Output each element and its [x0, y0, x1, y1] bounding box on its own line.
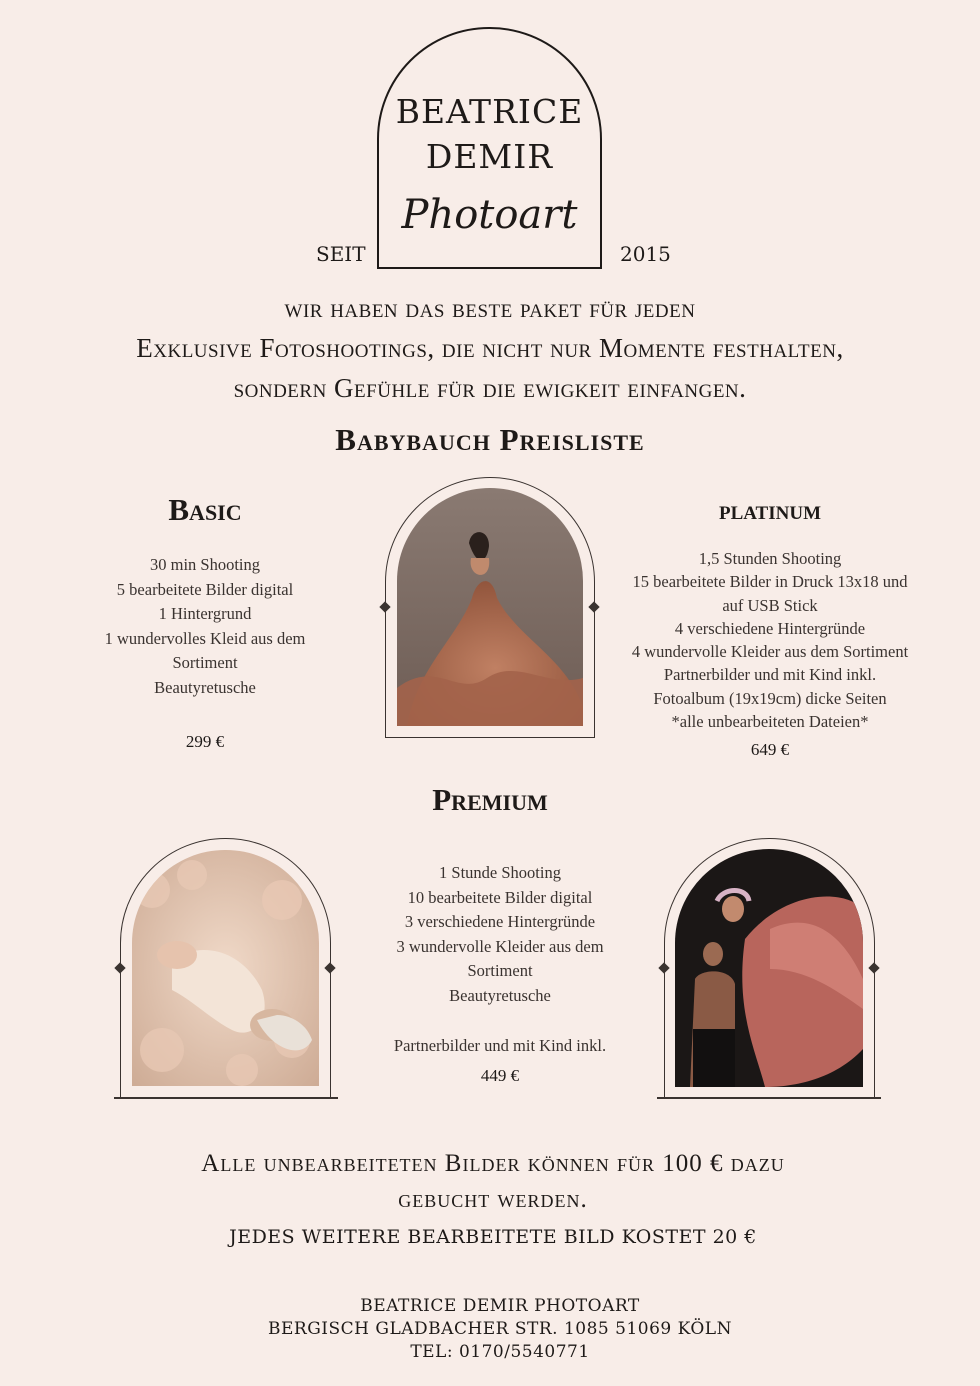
platinum-feature-item: 15 bearbeitete Bilder in Druck 13x18 und: [632, 572, 908, 592]
contact-address: BERGISCH GLADBACHER STR. 1085 51069 KÖLN: [268, 1319, 732, 1339]
basic-features: [60, 553, 350, 700]
platinum-feature-item: *alle unbearbeiteten Dateien*: [671, 712, 869, 732]
premium-extra: Partnerbilder und mit Kind inkl.: [393, 1036, 607, 1055]
divider-line: [657, 1097, 881, 1099]
maternity-photo-couple: [675, 849, 863, 1087]
page-title: Babybauch Preisliste: [335, 422, 645, 457]
platinum-features: [612, 547, 928, 733]
premium-feature-item: 1 Stunde Shooting: [439, 863, 561, 882]
logo-script: Photoart: [401, 192, 578, 238]
extras-note: [0, 1146, 980, 1218]
premium-feature-item: Beautyretusche: [449, 985, 551, 1005]
divider-line: [114, 1097, 338, 1099]
contact-name: BEATRICE DEMIR PHOTOART: [360, 1296, 640, 1316]
basic-feature-item: 1 wundervolles Kleid aus dem: [104, 628, 306, 648]
intro-text: [0, 288, 980, 408]
basic-feature-item: Beautyretusche: [154, 677, 256, 697]
logo-seit: SEIT: [316, 242, 366, 266]
extras-line-2: gebucht werden.: [398, 1186, 588, 1213]
basic-feature-item: 30 min Shooting: [149, 555, 260, 574]
basic-feature-item: 5 bearbeitete Bilder digital: [116, 579, 294, 599]
contact-block: [0, 1295, 980, 1364]
contact-phone: TEL: 0170/5540771: [410, 1342, 590, 1362]
platinum-feature-item: 4 wundervolle Kleider aus dem Sortiment: [631, 642, 909, 662]
platinum-feature-item: 1,5 Stunden Shooting: [698, 549, 842, 568]
extras-line-1: Alle unbearbeiteten Bilder können für 100 € dazu: [201, 1150, 785, 1177]
platinum-feature-item: Fotoalbum (19x19cm) dicke Seiten: [653, 688, 887, 708]
extras-line-3: JEDES WEITERE BEARBEITETE BILD KOSTET 20 €: [229, 1226, 757, 1248]
logo-name-first: BEATRICE: [395, 92, 584, 131]
basic-feature-item: Sortiment: [172, 653, 238, 672]
intro-line-1: wir haben das beste paket für jeden: [284, 293, 696, 323]
logo-name-last: DEMIR: [425, 137, 554, 176]
platinum-title: platinum: [718, 495, 822, 525]
premium-feature-item: Sortiment: [467, 961, 533, 980]
premium-feature-item: 3 verschiedene Hintergründe: [404, 912, 596, 931]
premium-feature-item: 3 wundervolle Kleider aus dem: [396, 936, 604, 956]
platinum-price: 649 €: [750, 740, 790, 759]
premium-features: [360, 861, 640, 1008]
intro-line-2: Exklusive Fotoshootings, die nicht nur Momente festhalten,: [136, 333, 844, 363]
intro-line-3: sondern Gefühle für die ewigkeit einfangen.: [233, 373, 747, 403]
platinum-feature-item: Partnerbilder und mit Kind inkl.: [663, 665, 877, 685]
premium-title: Premium: [432, 782, 548, 817]
premium-price: 449 €: [480, 1066, 520, 1085]
premium-feature-item: 10 bearbeitete Bilder digital: [407, 887, 593, 907]
maternity-photo-tulle: [132, 850, 319, 1086]
platinum-feature-item: 4 verschiedene Hintergründe: [674, 618, 866, 638]
platinum-feature-item: auf USB Stick: [722, 595, 818, 615]
basic-feature-item: 1 Hintergrund: [158, 604, 252, 623]
maternity-photo-brown-dress: [397, 488, 583, 726]
basic-title: Basic: [168, 492, 242, 527]
basic-price: 299 €: [185, 732, 225, 751]
logo-year: 2015: [620, 242, 671, 266]
